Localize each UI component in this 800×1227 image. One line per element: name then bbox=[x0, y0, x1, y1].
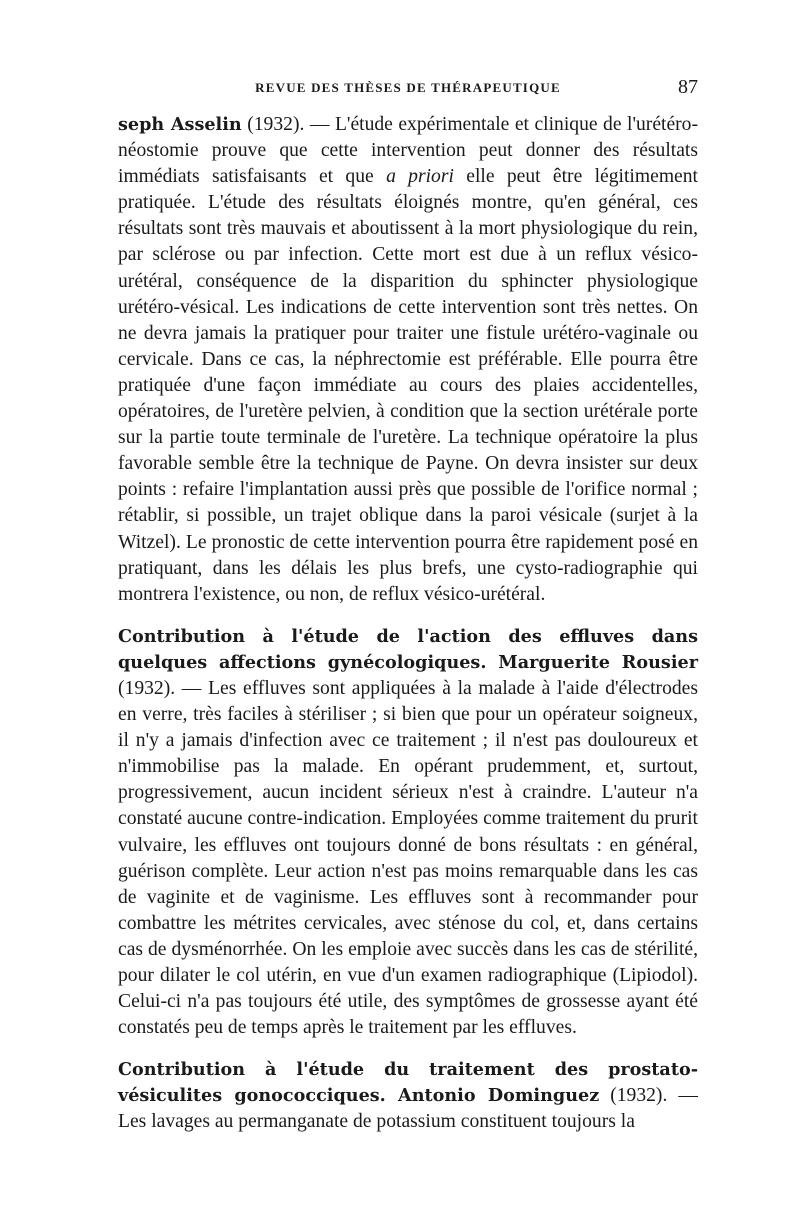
entry-text-part-a: — L'étude expérimentale et clinique de l'urétéro-néostomie prouve que cette intervention peut donner des résultats immédiats satisfaisants et que bbox=[118, 114, 699, 188]
entry-italic-phrase: a priori bbox=[386, 166, 454, 188]
running-title: REVUE DES THÈSES DE THÉRAPEUTIQUE bbox=[255, 80, 561, 95]
running-header bbox=[118, 76, 698, 106]
entry-title: Contribution à l'étude de l'action des effluves dans quelques affections gynécologiques. Marguerite Rousier bbox=[118, 625, 698, 673]
entry-text: — Les effluves sont appliquées à la malade à l'aide d'électrodes en verre, très faciles à stériliser ; si bien que pour un opérateur soigneux, il n'y a jamais d'infection avec ce traitement ; il n'est pas douloureux et n'immobilise pas la malade. En opérant prudemment, et, surtout, progressivement, aucun incident sérieux n'est à craindre. L'auteur n'a constaté aucune contre-indication. Employées comme traitement du prurit vulvaire, les effluves ont toujours donné de bons résultats : en général, guérison complète. Leur action n'est pas moins remarquable dans les cas de vaginite et de vaginisme. Les effluves sont à recommander pour combattre les métrites cervicales, avec sténose du col, et, dans certains cas de dysménorrhée. On les emploie avec succès dans les cas de stérilité, pour dilater le col utérin, en vue d'un examen radiographique (Lipiodol). Celui-ci n'a pas toujours été utile, des symptômes de grossesse ayant été constatés peu de temps après le traitement par les effluves. bbox=[118, 677, 698, 1039]
entry-year: (1932). bbox=[247, 114, 305, 135]
body-text bbox=[118, 112, 698, 1136]
entry-rousier bbox=[118, 624, 698, 1042]
entry-year: (1932). bbox=[118, 677, 176, 699]
entry-text-part-b: elle peut être légitimement pratiquée. L'étude des résultats éloignés montre, qu'en général, ces résultats sont très mauvais et aboutissent à la mort physiologique du rein, par sclérose ou par infection. Cette mort est due à un reflux vésico-urétéral, conséquence de la disparition du sphincter physiologique urétéro-vésical. Les indications de cette intervention sont très nettes. On ne devra jamais la pratiquer pour traiter une fistule urétéro-vaginale ou cervicale. Dans ce cas, la néphrectomie est préférable. Elle pourra être pratiquée d'une façon immédiate au cours des plaies accidentelles, opératoires, de l'uretère pelvien, à condition que la section urétérale porte sur la partie toute terminale de l'uretère. La technique opératoire la plus favorable semble être la technique de Payne. On devra insister sur deux points : refaire l'implantation aussi près que possible de l'orifice normal ; rétablir, si possible, un trajet oblique dans la paroi vésicale (surjet à la Witzel). Le pronostic de cette intervention pourra être rapidement posé en pratiquant, dans les délais les plus brefs, une cysto-radiographie qui montrera l'existence, ou non, de reflux vésico-urétéral. bbox=[118, 166, 698, 605]
entry-dominguez bbox=[118, 1057, 698, 1135]
entry-text: — Les lavages au permanganate de potassium constituent toujours la bbox=[118, 1085, 698, 1133]
page-number: 87 bbox=[678, 76, 698, 98]
entry-title: Contribution à l'étude du traitement des prostato-vésiculites gonococciques. Antonio Dominguez bbox=[118, 1059, 698, 1107]
entry-asselin bbox=[118, 112, 698, 608]
entry-year: (1932). bbox=[610, 1085, 668, 1107]
entry-author: seph Asselin bbox=[118, 114, 242, 135]
